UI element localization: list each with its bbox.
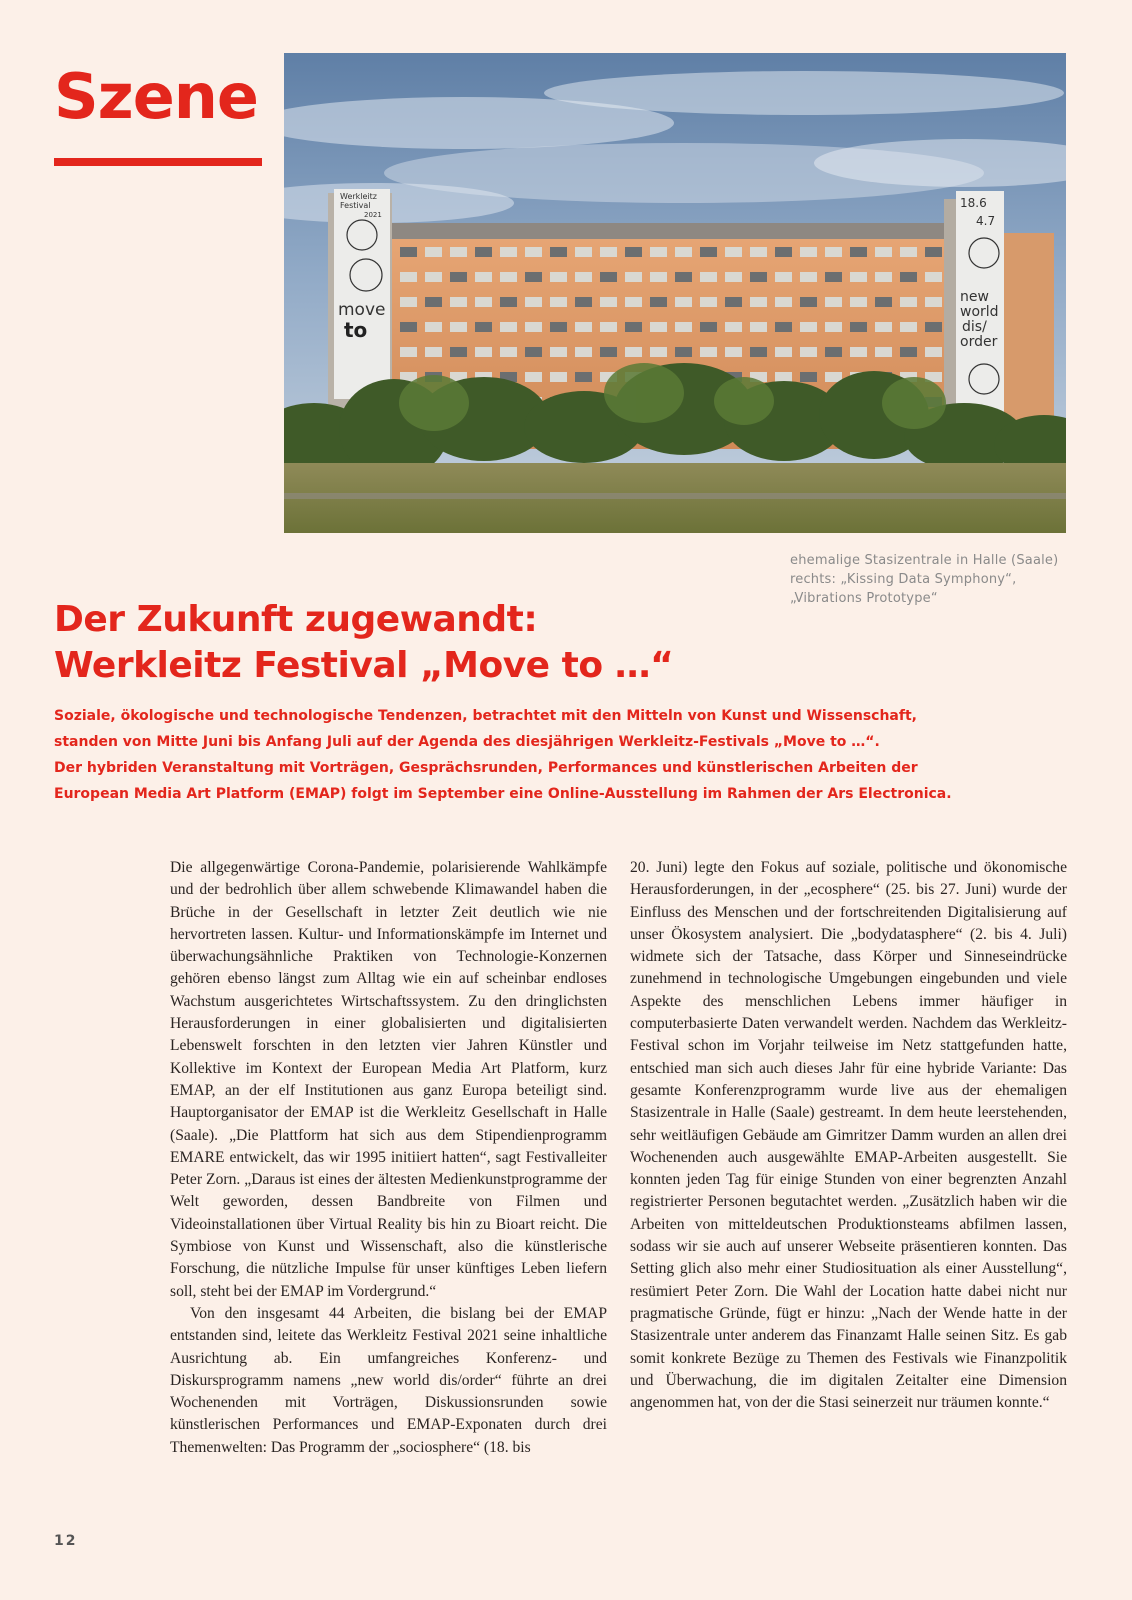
building-window <box>575 247 592 257</box>
building-window <box>725 347 742 357</box>
lead-line: Soziale, ökologische und technologische Tendenzen, betrachtet mit den Mitteln von Kunst und Wissenschaft, <box>54 708 917 724</box>
building-window <box>550 297 567 307</box>
building-window <box>550 372 567 382</box>
banner-right-word-4: order <box>960 334 998 350</box>
building-window <box>425 347 442 357</box>
building-window <box>800 272 817 282</box>
building-window <box>700 272 717 282</box>
building-window <box>925 297 942 307</box>
building-window <box>600 322 617 332</box>
building-window <box>500 272 517 282</box>
article-headline <box>54 597 673 689</box>
building-window <box>750 272 767 282</box>
body-paragraph: 20. Juni) legte den Fokus auf soziale, politische und ökonomische Herausforderungen, in der „ecosphere“ (25. bis 27. Juni) wurde der Einfluss des Menschen und der fortschreitenden Digitalisierung auf unser Ökosystem analysiert. Die „bodydatasphere“ (2. bis 4. Juli) widmete sich der Tatsache, dass Körper und Sinneseindrücke zunehmend in technologische Umgebungen eingebunden und viele Aspekte des menschlichen Lebens immer häufiger in computerbasierte Daten verwandelt werden. Nachdem das Werkleitz-Festival schon im Vorjahr teilweise im Netz stattgefunden hatte, entschied man sich auch dieses Jahr für eine hybride Variante: Das gesamte Konferenzprogramm wurde live aus der ehemaligen Stasizentrale in Halle (Saale) gestreamt. In dem heute leerstehenden, sehr weitläufigen Gebäude am Gimritzer Damm wurden an allen drei Wochenenden auch ausgewählte EMAP-Arbeiten ausgestellt. Sie konnten jeden Tag für einige Stunden von einer begrenzten Anzahl registrierter Personen begutachtet werden. „Zusätzlich haben wir die Arbeiten von mitteldeutschen Produktionsteams abfilmen lassen, sodass wir sie auch auf unserer Webseite präsentieren konnten. Das Setting glich also mehr einer Studiosituation als einer Ausstellung“, resümiert Peter Zorn. Die Wahl der Location hatte dabei nicht nur pragmatische Gründe, fügt er hinzu: „Nach der Wende hatte in der Stasizentrale unter anderem das Finanzamt Halle seinen Sitz. Es gab somit konkrete Bezüge zu Themen des Festivals wie Finanzpolitik und Überwachung, die im digitalen Zeitalter eine Dimension angenommen hat, von der die Stasi seinerzeit nur träumen konnte.“ <box>630 859 1067 1412</box>
building-window <box>775 347 792 357</box>
building-window <box>675 247 692 257</box>
building-window <box>400 272 417 282</box>
caption-line: rechts: „Kissing Data Symphony“, <box>790 572 1017 587</box>
building-window <box>450 247 467 257</box>
building-window <box>575 372 592 382</box>
building-window <box>450 272 467 282</box>
building-window <box>825 372 842 382</box>
building-window <box>575 272 592 282</box>
section-title: Szene <box>54 60 258 133</box>
building-window <box>650 297 667 307</box>
building-window <box>875 247 892 257</box>
banner-right-word-2: world <box>960 304 999 320</box>
section-rule <box>54 158 262 166</box>
building-window <box>600 272 617 282</box>
building-window <box>825 247 842 257</box>
lead-line: European Media Art Platform (EMAP) folgt im September eine Online-Ausstellung im Rahmen der Ars Electronica. <box>54 786 952 802</box>
building-window <box>850 347 867 357</box>
headline-line-2: Werkleitz Festival „Move to …“ <box>54 645 674 686</box>
banner-right-number-2: 4.7 <box>976 214 996 228</box>
banner-right-word-1: new <box>960 289 989 305</box>
building-window <box>425 272 442 282</box>
building-window <box>600 347 617 357</box>
building-window <box>600 297 617 307</box>
building-window <box>475 347 492 357</box>
building-window <box>725 272 742 282</box>
building-window <box>875 297 892 307</box>
building-window <box>925 322 942 332</box>
article-lead <box>54 703 1054 807</box>
building-window <box>825 322 842 332</box>
building-window <box>750 322 767 332</box>
building-window <box>475 322 492 332</box>
building-window <box>625 347 642 357</box>
building-window <box>475 247 492 257</box>
photo-caption <box>790 551 1080 608</box>
building-window <box>625 272 642 282</box>
building-window <box>500 247 517 257</box>
building-window <box>500 347 517 357</box>
body-paragraph: Von den insgesamt 44 Arbeiten, die bislang bei der EMAP entstanden sind, leitete das Werkleitz Festival 2021 seine inhaltliche Ausrichtung ab. Ein umfangreiches Konferenz- und Diskursprogramm namens „new world dis/order“ führte an drei Wochenenden mit Vorträgen, Diskussionsrunden sowie künstlerischen Performances und EMAP-Exponaten durch drei Themenwelten: Das Programm der „sociosphere“ (18. bis <box>170 1304 607 1456</box>
building-window <box>925 272 942 282</box>
building-window <box>475 272 492 282</box>
building-window <box>525 247 542 257</box>
building-window <box>550 322 567 332</box>
building-window <box>900 272 917 282</box>
building-window <box>400 322 417 332</box>
building-window <box>775 322 792 332</box>
body-paragraph: Die allgegenwärtige Corona-Pandemie, polarisierende Wahlkämpfe und der bedrohlich über allem schwebende Klimawandel haben die Brüche in der Gesellschaft in letzter Zeit deutlich wie nie hervortreten lassen. Kultur- und Informationskämpfe im Internet und überwachungsähnliche Praktiken von Technologie-Konzernen gehören ebenso längst zum Alltag wie ein auf scheinbar endloses Wachstum ausgerichtetes Wirtschaftssystem. Zu den dringlichsten Herausforderungen in einer globalisierten und digitalisierten Lebenswelt forschten in den letzten vier Jahren Künstler und Kollektive im Kontext der European Media Art Platform, kurz EMAP, an der elf Institutionen aus ganz Europa beteiligt sind. Hauptorganisator der EMAP ist die Werkleitz Gesellschaft in Halle (Saale). „Die Plattform hat sich aus dem Stipendienprogramm EMARE entwickelt, das wir 1995 initiiert hatten“, sagt Festivalleiter Peter Zorn. „Daraus ist eines der ältesten Medienkunstprogramme der Welt geworden, dessen Bandbreite von Filmen und Videoinstallationen über Virtual Reality bis hin zu Bioart reicht. Die Symbiose von Kunst und Wissenschaft, also die künstlerische Forschung, die nützliche Impulse für unser künftiges Leben liefern soll, steht bei der EMAP im Vordergrund.“ <box>170 859 607 1300</box>
building-window <box>450 347 467 357</box>
building-window <box>525 272 542 282</box>
building-window <box>650 272 667 282</box>
caption-line: ehemalige Stasizentrale in Halle (Saale) <box>790 553 1059 568</box>
body-column-right <box>630 857 1067 1414</box>
building-window <box>925 347 942 357</box>
building-window <box>925 247 942 257</box>
building-window <box>750 297 767 307</box>
building-window <box>800 322 817 332</box>
building-window <box>725 297 742 307</box>
building-window <box>625 322 642 332</box>
building-window <box>750 247 767 257</box>
banner-left-line-2: Festival <box>340 201 371 210</box>
building-window <box>850 247 867 257</box>
building-window <box>675 272 692 282</box>
building-window <box>575 297 592 307</box>
building-window <box>825 347 842 357</box>
building-window <box>625 297 642 307</box>
building-window <box>525 297 542 307</box>
building-window <box>575 347 592 357</box>
caption-line: „Vibrations Prototype“ <box>790 591 938 606</box>
building-window <box>700 247 717 257</box>
building-window <box>575 322 592 332</box>
building-window <box>700 297 717 307</box>
banner-left-word-2: to <box>344 318 368 342</box>
building-window <box>600 247 617 257</box>
lead-line: Der hybriden Veranstaltung mit Vorträgen, Gesprächsrunden, Performances und künstlerischen Arbeiten der <box>54 760 918 776</box>
building-window <box>650 322 667 332</box>
building-window <box>900 247 917 257</box>
building-window <box>850 297 867 307</box>
building-window <box>525 322 542 332</box>
building-window <box>500 297 517 307</box>
lead-line: standen von Mitte Juni bis Anfang Juli auf der Agenda des diesjährigen Werkleitz-Festivals „Move to …“. <box>54 734 880 750</box>
building-window <box>475 297 492 307</box>
building-window <box>825 297 842 307</box>
building-window <box>550 347 567 357</box>
banner-right-word-3: dis/ <box>962 319 987 335</box>
banner-left-word-1: move <box>338 300 386 320</box>
building-window <box>775 297 792 307</box>
building-window <box>900 322 917 332</box>
building-window <box>825 272 842 282</box>
building-window <box>900 297 917 307</box>
banner-left-line-3: 2021 <box>364 211 382 219</box>
body-column-left <box>170 857 607 1459</box>
building-window <box>675 322 692 332</box>
building-window <box>425 247 442 257</box>
headline-line-1: Der Zukunft zugewandt: <box>54 599 538 640</box>
building-window <box>875 322 892 332</box>
building-window <box>450 322 467 332</box>
building-window <box>800 247 817 257</box>
building-window <box>450 297 467 307</box>
building-window <box>400 347 417 357</box>
building-window <box>400 247 417 257</box>
building-window <box>775 272 792 282</box>
building-window <box>550 247 567 257</box>
building-window <box>800 372 817 382</box>
building-window <box>525 372 542 382</box>
building-window <box>850 322 867 332</box>
building-window <box>525 347 542 357</box>
building-window <box>725 247 742 257</box>
building-window <box>775 372 792 382</box>
building-window <box>750 347 767 357</box>
building-window <box>650 347 667 357</box>
photo-stasizentrale <box>284 53 1066 533</box>
building-window <box>800 297 817 307</box>
banner-left-line-1: Werkleitz <box>340 192 377 201</box>
building-window <box>675 297 692 307</box>
building-window <box>675 347 692 357</box>
building-window <box>800 347 817 357</box>
building-window <box>700 347 717 357</box>
building-window <box>700 322 717 332</box>
building-window <box>425 322 442 332</box>
building-window <box>875 347 892 357</box>
building-window <box>900 347 917 357</box>
building-window <box>875 272 892 282</box>
building-window <box>400 297 417 307</box>
building-window <box>500 322 517 332</box>
building-window <box>850 272 867 282</box>
banner-right-number-1: 18.6 <box>960 196 987 210</box>
building-window <box>625 247 642 257</box>
building-window <box>425 297 442 307</box>
building-window <box>775 247 792 257</box>
page-number: 12 <box>54 1533 78 1549</box>
building-window <box>650 247 667 257</box>
building-window <box>550 272 567 282</box>
building-window <box>725 322 742 332</box>
